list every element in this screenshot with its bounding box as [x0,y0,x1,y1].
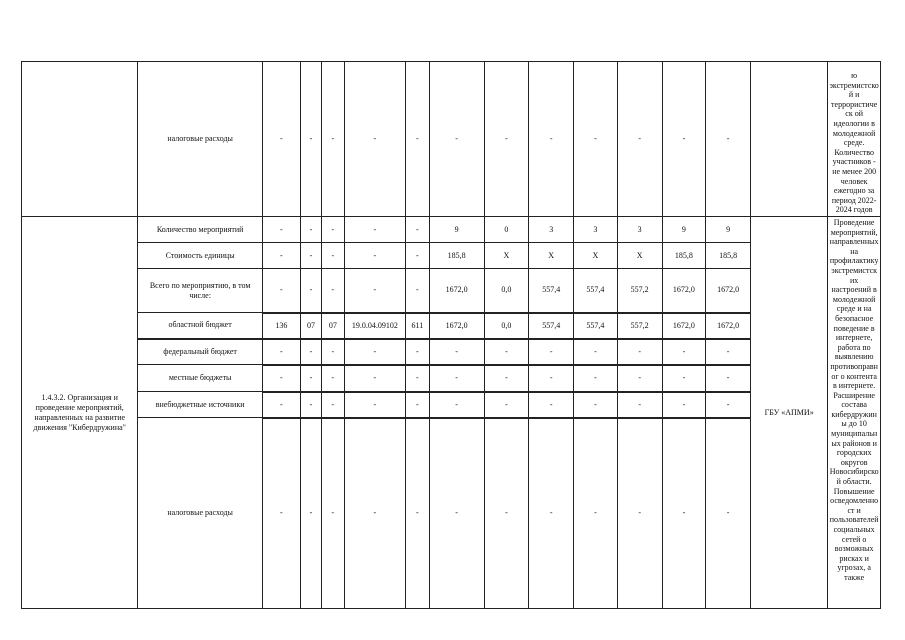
cell: - [322,392,344,418]
cell: - [484,365,529,392]
cell: - [322,269,344,313]
cell: 3 [617,217,662,243]
cell: - [429,418,484,609]
cell: 9 [706,217,751,243]
cell: - [406,392,430,418]
row-label: внебюджетные источники [138,392,262,418]
cell: - [262,365,300,392]
cell: 557,4 [574,313,618,339]
cell: - [406,365,430,392]
cell: - [344,243,406,269]
cell: 611 [406,313,430,339]
cell: - [406,418,430,609]
cell: - [662,365,706,392]
cell: 07 [300,313,321,339]
cell: 557,2 [617,313,662,339]
cell: - [429,339,484,365]
row-label: федеральный бюджет [138,339,262,365]
cell: - [706,392,751,418]
table-row [22,217,881,243]
cell: 0,0 [484,269,529,313]
cell: - [344,418,406,609]
empty-name-cell [22,62,138,217]
row-label: налоговые расходы [138,418,262,609]
result-note: ю экстремистской и террористическ ой идеологии в молодежной среде. Количество участников - не менее 200 человек ежегодно за период 2022-2024 годов [828,62,881,217]
cell: 557,2 [617,269,662,313]
cell: 9 [429,217,484,243]
cell: X [574,243,618,269]
cell: - [300,243,321,269]
cell: - [300,418,321,609]
cell: 185,8 [706,243,751,269]
cell: 3 [529,217,574,243]
cell: - [574,418,618,609]
table-row [22,62,881,217]
result-note: Проведение мероприятий, направленных на профилактику экстремистских настроений в молодежной среде и на безопасное поведение в интернете, работа по выявлению противоправног о контента в интернете. Расширение состава кибердружины до 10 муниципальных районов и городских округов Новосибирской области. Повышение осведомленност и пользователей социальных сетей о возможных рисках и угрозах, а также [828,217,881,609]
cell: - [406,62,430,217]
cell: - [344,339,406,365]
cell: - [262,339,300,365]
cell: - [706,339,751,365]
cell: - [662,62,706,217]
cell: - [344,392,406,418]
table-body [22,62,881,609]
cell: - [300,62,321,217]
cell: - [322,339,344,365]
cell: 1672,0 [706,269,751,313]
cell: 557,4 [529,313,574,339]
cell: - [262,418,300,609]
cell: 1672,0 [662,269,706,313]
cell: X [529,243,574,269]
cell: 0 [484,217,529,243]
cell: - [300,269,321,313]
cell: - [617,365,662,392]
cell: 1672,0 [662,313,706,339]
executor: ГБУ «АПМИ» [751,217,828,609]
cell: - [529,365,574,392]
cell: 557,4 [529,269,574,313]
cell: - [262,269,300,313]
cell: - [429,62,484,217]
cell: - [322,418,344,609]
cell: - [300,339,321,365]
row-label: налоговые расходы [138,62,262,217]
row-label: Стоимость единицы [138,243,262,269]
cell: 3 [574,217,618,243]
cell: - [406,243,430,269]
empty-executor-cell [751,62,828,217]
cell: - [322,243,344,269]
cell: - [662,418,706,609]
cell: X [617,243,662,269]
cell: - [617,418,662,609]
cell: - [617,392,662,418]
cell: 557,4 [574,269,618,313]
cell: - [300,217,321,243]
cell: - [344,217,406,243]
budget-table [21,61,881,609]
cell: - [706,365,751,392]
cell: - [322,365,344,392]
cell: - [662,392,706,418]
cell: - [529,418,574,609]
cell: - [574,62,618,217]
cell: - [262,62,300,217]
cell: 185,8 [662,243,706,269]
row-label: Количество мероприятий [138,217,262,243]
cell: 9 [662,217,706,243]
cell: - [484,62,529,217]
cell: 185,8 [429,243,484,269]
measure-name: 1.4.3.2. Организация и проведение мероприятий, направленных на развитие движения "Кибердружина" [22,217,138,609]
cell: - [529,392,574,418]
cell: - [406,269,430,313]
cell: - [344,269,406,313]
cell: - [617,339,662,365]
cell: - [484,392,529,418]
cell: - [262,243,300,269]
cell: - [262,392,300,418]
cell: - [322,217,344,243]
cell: 1672,0 [706,313,751,339]
cell: - [344,365,406,392]
cell: - [322,62,344,217]
cell: - [529,62,574,217]
cell: - [662,339,706,365]
cell: - [617,62,662,217]
cell: - [706,62,751,217]
cell: 07 [322,313,344,339]
cell: - [574,365,618,392]
cell: 0,0 [484,313,529,339]
cell: - [429,365,484,392]
cell: - [484,418,529,609]
row-label: областной бюджет [138,313,262,339]
cell: - [344,62,406,217]
cell: - [574,339,618,365]
cell: - [300,365,321,392]
cell: 1672,0 [429,269,484,313]
cell: - [574,392,618,418]
cell: - [529,339,574,365]
cell: - [262,217,300,243]
cell: X [484,243,529,269]
cell: - [429,392,484,418]
cell: - [484,339,529,365]
cell: - [406,217,430,243]
cell: 19.0.04.09102 [344,313,406,339]
cell: - [706,418,751,609]
row-label: местные бюджеты [138,365,262,392]
cell: - [406,339,430,365]
cell: 136 [262,313,300,339]
row-label: Всего по мероприятию, в том числе: [138,269,262,313]
cell: 1672,0 [429,313,484,339]
cell: - [300,392,321,418]
